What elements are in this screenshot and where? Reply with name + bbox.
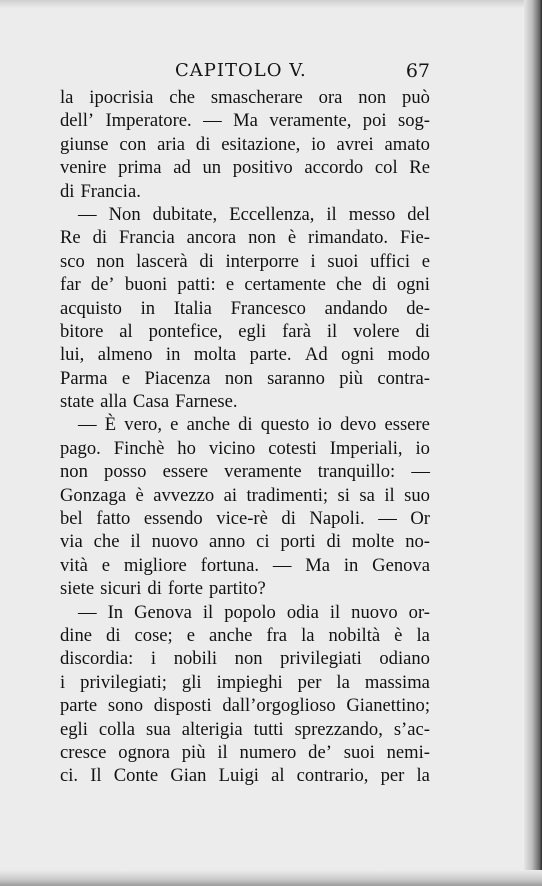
text-line: sco non lascerà di interporre i suoi uffici e: [60, 250, 430, 272]
text-line: di Francia.: [60, 180, 141, 202]
text-line: Re di Francia ancora non è rimandato. Fie-: [60, 227, 430, 249]
text-line: cresce ognora più il numero de’ suoi nemi-: [60, 741, 430, 763]
page-bottom-edge: [0, 870, 542, 886]
text-line: dell’ Imperatore. — Ma veramente, poi sog-: [60, 110, 430, 132]
page-header: [60, 60, 430, 88]
text-line: lui, almeno in molta parte. Ad ogni modo: [60, 344, 430, 366]
text-line: vità e migliore fortuna. — Ma in Genova: [60, 554, 430, 576]
text-line: bitore al pontefice, egli farà il volere di: [60, 320, 430, 342]
text-line: via che il nuovo anno ci porti di molte no-: [60, 531, 430, 553]
running-title: CAPITOLO V.: [175, 60, 307, 81]
text-line: giunse con aria di esitazione, io avrei amato: [60, 133, 430, 155]
page-top-edge: [0, 0, 542, 8]
text-line: dine di cose; e anche fra la nobiltà è la: [60, 624, 430, 646]
text-line: siete sicuri di forte partito?: [60, 578, 266, 600]
text-line: ci. Il Conte Gian Luigi al contrario, per la: [60, 765, 430, 787]
text-line: egli colla sua alterigia tutti sprezzando, s’ac-: [60, 718, 430, 740]
text-line: bel fatto essendo vice-rè di Napoli. — Or: [60, 508, 430, 530]
page-number: 67: [405, 60, 430, 82]
text-line: parte sono disposti dall’orgoglioso Gianettino;: [60, 695, 430, 717]
text-line: Parma e Piacenza non saranno più contra-: [60, 367, 430, 389]
text-line: discordia: i nobili non privilegiati odiano: [60, 648, 430, 670]
text-line: la ipocrisia che smascherare ora non può: [60, 87, 430, 108]
text-line: — In Genova il popolo odia il nuovo or-: [78, 601, 430, 623]
text-line: acquisto in Italia Francesco andando de-: [60, 297, 430, 319]
text-line: i privilegiati; gli impieghi per la massima: [60, 671, 430, 693]
text-line: — È vero, e anche di questo io devo essere: [78, 414, 430, 436]
text-line: state alla Casa Farnese.: [60, 391, 238, 413]
page-gutter-shadow: [524, 0, 542, 886]
text-line: Gonzaga è avvezzo ai tradimenti; si sa il suo: [60, 484, 430, 506]
text-line: venire prima ad un positivo accordo col Re: [60, 157, 430, 179]
text-line: far de’ buoni patti: e certamente che di ogni: [60, 274, 430, 296]
text-line: pago. Finchè ho vicino cotesti Imperiali, io: [60, 437, 430, 459]
body-text: [60, 86, 430, 788]
text-line: — Non dubitate, Eccellenza, il messo del: [78, 203, 430, 225]
text-line: non posso essere veramente tranquillo: —: [60, 461, 430, 483]
